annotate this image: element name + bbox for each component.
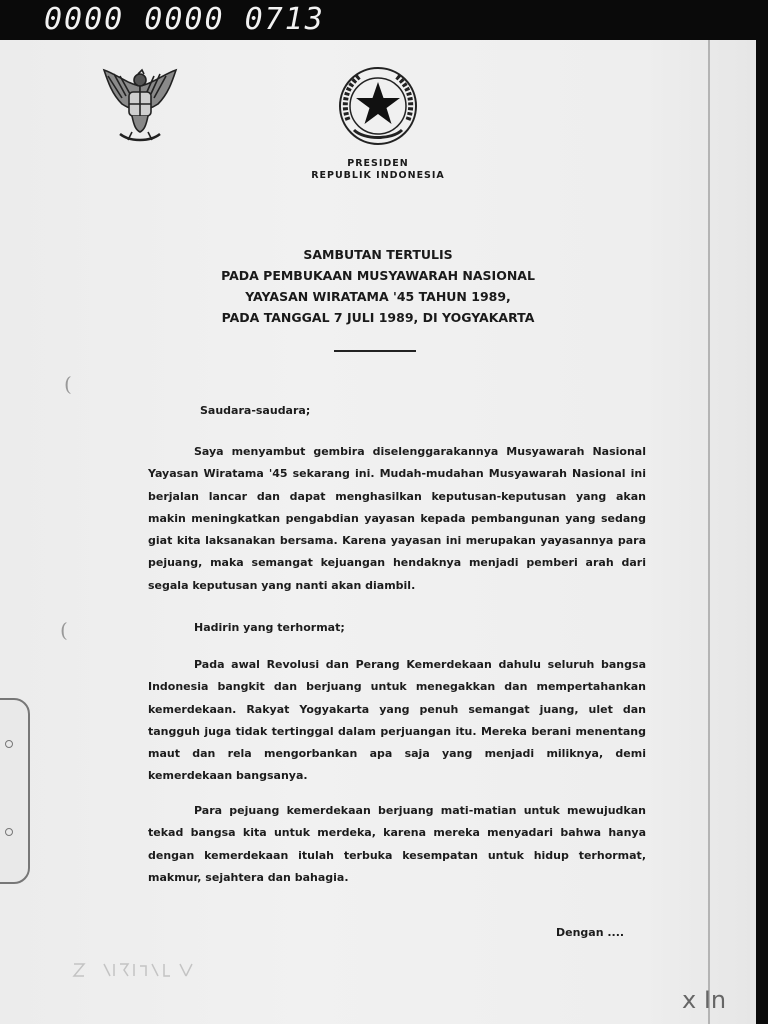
title-line: PADA PEMBUKAAN MUSYAWARAH NASIONAL	[221, 268, 535, 283]
binder-tab	[0, 698, 30, 884]
paper-edge	[708, 40, 710, 1024]
title-line: YAYASAN WIRATAMA '45 TAHUN 1989,	[245, 289, 511, 304]
garuda-emblem-icon	[98, 64, 182, 150]
archive-number: 0000 0000 0713	[44, 2, 325, 37]
presidential-emblem-icon	[334, 64, 422, 148]
body-paragraph-3: Para pejuang kemerdekaan berjuang mati-matian untuk mewujudkan tekad bangsa kita untuk merdeka, karena mereka menyadari bahwa hanya dengan kemerdekaan itulah terbuka kesempatan untuk hidup terhormat, makmur, sejahtera dan bahagia.	[148, 804, 646, 884]
document-title	[178, 244, 578, 328]
salutation-audience: Hadirin yang terhormat;	[194, 621, 345, 634]
punch-hole	[5, 828, 13, 836]
title-line: SAMBUTAN TERTULIS	[303, 247, 453, 262]
issuer-line: PRESIDEN	[347, 158, 409, 169]
body-paragraph-1: Saya menyambut gembira diselenggarakannya Musyawarah Nasional Yayasan Wiratama '45 sekarang ini. Mudah-mudahan Musyawarah Nasional ini berjalan lancar dan dapat menghasilkan keputusan-keputusan yang akan makin meningkatkan pengabdian yayasan kepada pembangunan yang sedang giat kita laksanakan bersama. Karena yayasan ini merupakan yayasannya para pejuang, maka semangat kejuangan hendaknya menjadi pemberi arah dari segala keputusan yang nanti akan diambil.	[148, 445, 646, 592]
continuation-catchword: Dengan ....	[556, 926, 625, 939]
punch-mark: (	[60, 618, 68, 642]
salutation-opening: Saudara-saudara;	[200, 404, 311, 417]
title-line: PADA TANGGAL 7 JULI 1989, DI YOGYAKARTA	[221, 310, 535, 325]
body-paragraph-2: Pada awal Revolusi dan Perang Kemerdekaan dahulu seluruh bangsa Indonesia bangkit dan berjuang untuk menegakkan dan mempertahankan kemerdekaan. Rakyat Yogyakarta yang penuh semangat juang, ulet dan tangguh juga tidak tertinggal dalam perjuangan itu. Mereka berani menentang maut dan rela mengorbankan apa saja yang menjadi miliknya, demi kemerdekaan bangsanya.	[148, 658, 646, 783]
issuer-line: REPUBLIK INDONESIA	[311, 170, 445, 181]
punch-hole	[5, 740, 13, 748]
issuer-block	[278, 158, 478, 182]
corner-mark: x In	[682, 986, 727, 1014]
punch-mark: (	[64, 372, 72, 396]
title-underline	[334, 350, 416, 352]
faded-stamp-mark	[70, 958, 200, 982]
